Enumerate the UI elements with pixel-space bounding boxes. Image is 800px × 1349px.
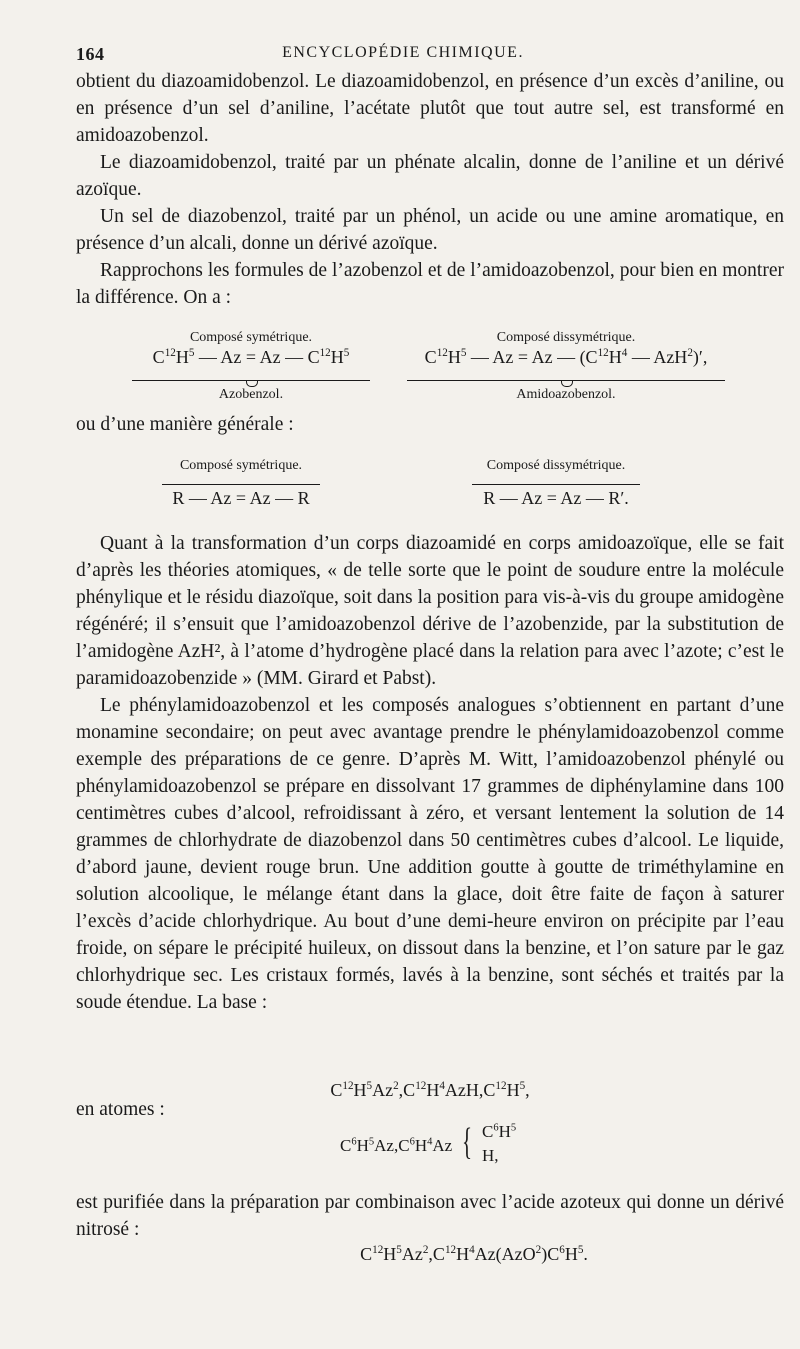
en-atomes-label: en atomes : bbox=[76, 1099, 165, 1120]
paragraph: Le diazoamidobenzol, traité par un phénate alcalin, donne de l’aniline et un dérivé azoïque. bbox=[76, 152, 784, 200]
formula-atomic-bottom: H, bbox=[482, 1146, 499, 1165]
formula-label: Composé symétrique. bbox=[189, 330, 313, 345]
paragraph: Quant à la transformation d’un corps diazoamidé en corps amidoazoïque, elle se fait d’après les théories atomiques, « de telle sorte que le point de soudure entre la molécule phénylique et le résidu diazoïque, soit dans la position para vis-à-vis du groupe amidogène régénéré; il s’ensuit que l’amidoazobenzol dérive de l’azobenzide, par la substitution de l’amidogène AzH², à l’atome d’hydrogène placé dans la relation para avec l’azote; c’est le paramidoazobenzide » (MM. Girard et Pabst). bbox=[76, 533, 784, 689]
formula-dissymmetric bbox=[401, 330, 731, 403]
formula-azobenzol: $C^{12}H^5$ — Az = Az — $C^{12}H^5$ bbox=[152, 347, 350, 367]
formula-label: Composé symétrique. bbox=[179, 458, 303, 473]
formula-name: Azobenzol. bbox=[218, 387, 284, 402]
brace bbox=[472, 474, 640, 485]
formula-dissymmetric-general bbox=[466, 458, 646, 509]
formula-atomic-top: $C^6H^5$ bbox=[482, 1122, 517, 1141]
page-number: 164 bbox=[76, 44, 105, 64]
paragraph: Rapprochons les formules de l’azobenzol et de l’amidoazobenzol, pour bien en montrer la différence. On a : bbox=[76, 260, 784, 308]
paragraph: est purifiée dans la préparation par combinaison avec l’acide azoteux qui donne un dérivé nitrosé : bbox=[76, 1192, 784, 1240]
text-block-general bbox=[76, 411, 784, 438]
formula-label: Composé dissymétrique. bbox=[486, 458, 626, 473]
text-block-intro bbox=[76, 68, 784, 311]
paragraph: Un sel de diazobenzol, traité par un phénol, un acide ou une amine aromatique, en présence d’un alcali, donne un dérivé azoïque. bbox=[76, 206, 784, 254]
formula-name: Amidoazobenzol. bbox=[516, 387, 616, 402]
running-title: ENCYCLOPÉDIE CHIMIQUE. bbox=[282, 44, 524, 61]
brace bbox=[162, 474, 320, 485]
curly-brace: { bbox=[462, 1121, 473, 1163]
paragraph: obtient du diazoamidobenzol. Le diazoamidobenzol, en présence d’un excès d’aniline, ou en présence d’un sel d’aniline, l’acétate plutôt que tout autre sel, est transformé en amidoazobenzol. bbox=[76, 71, 784, 146]
formula-base: $C^{12}H^5Az^2,C^{12}H^4AzH,C^{12}H^5$, bbox=[330, 1080, 530, 1100]
formula-atomic-base: $C^6H^5Az,C^6H^4Az$ bbox=[340, 1136, 453, 1155]
paragraph: Le phénylamidoazobenzol et les composés analogues s’obtiennent en partant d’une monamine secondaire; on peut avec avantage prendre le phénylamidoazobenzol comme exemple des préparations de ce genre. D’après M. Witt, l’amidoazobenzol phénylé ou phénylamidoazobenzol se prépare en dissolvant 17 grammes de diphénylamine dans 100 centimètres cubes d’alcool, refroidissant à zéro, et versant lentement la solution de 14 grammes de chlorhydrate de diazobenzol dans 50 centimètres cubes d’alcool. Le liquide, d’abord jaune, devient rouge brun. Une addition goutte à goutte de triméthylamine en solution alcoolique, le mélange étant dans la glace, doit être faite de façon à saturer l’excès d’acide chlorhydrique. Au bout d’une demi-heure environ on précipite par l’eau froide, on sépare le précipité huileux, on dissout dans la benzine, et l’on sature par le gaz chlorhydrique sec. Les cristaux formés, lavés à la benzine, sont séchés et traités par la soude étendue. La base : bbox=[76, 695, 784, 1013]
formula-nitroso: $C^{12}H^5Az^2,C^{12}H^4Az(AzO^2)C^6H^5$. bbox=[360, 1244, 588, 1264]
formula-amidoazobenzol: $C^{12}H^5$ — Az = Az — ($C^{12}H^4$ — AzH$^2$)′, bbox=[424, 347, 708, 367]
brace bbox=[407, 368, 725, 381]
text-block-final bbox=[76, 1189, 784, 1243]
text-block-main bbox=[76, 530, 784, 1016]
brace bbox=[132, 368, 370, 381]
paragraph: ou d’une manière générale : bbox=[76, 414, 294, 435]
formula-general-dissymmetric: R — Az = Az — R′. bbox=[483, 488, 629, 508]
formula-general-symmetric: R — Az = Az — R bbox=[172, 488, 310, 508]
formula-symmetric-general bbox=[156, 458, 326, 509]
formula-symmetric bbox=[126, 330, 376, 403]
formula-label: Composé dissymétrique. bbox=[496, 330, 636, 345]
